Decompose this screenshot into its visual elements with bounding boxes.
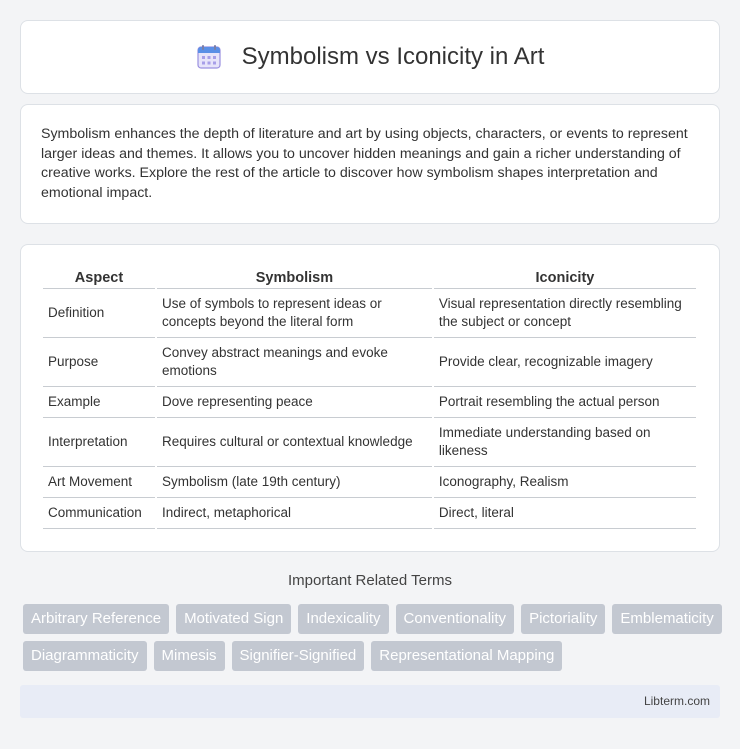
row-symbolism: Convey abstract meanings and evoke emotions — [157, 338, 432, 387]
footer — [20, 685, 720, 718]
row-iconicity: Direct, literal — [434, 498, 696, 529]
row-iconicity: Portrait resembling the actual person — [434, 387, 696, 418]
row-symbolism: Dove representing peace — [157, 387, 432, 418]
related-term-tag[interactable]: Diagrammaticity — [23, 641, 147, 671]
table-row — [43, 387, 696, 418]
related-term-tag[interactable]: Conventionality — [396, 604, 515, 634]
intro-card — [20, 104, 720, 224]
related-terms-title: Important Related Terms — [288, 572, 452, 589]
column-header-iconicity: Iconicity — [434, 267, 696, 289]
calendar-icon — [196, 44, 222, 70]
comparison-table-card — [20, 244, 720, 552]
related-term-tag[interactable]: Emblematicity — [612, 604, 721, 634]
row-symbolism: Symbolism (late 19th century) — [157, 467, 432, 498]
column-header-symbolism: Symbolism — [157, 267, 432, 289]
header-card — [20, 20, 720, 94]
related-terms-list — [23, 604, 723, 671]
related-term-tag[interactable]: Arbitrary Reference — [23, 604, 169, 634]
row-symbolism: Use of symbols to represent ideas or concepts beyond the literal form — [157, 289, 432, 338]
table-row — [43, 338, 696, 387]
row-aspect: Definition — [43, 289, 155, 338]
related-term-tag[interactable]: Representational Mapping — [371, 641, 562, 671]
row-symbolism: Requires cultural or contextual knowledge — [157, 418, 432, 467]
page-title: Symbolism vs Iconicity in Art — [241, 43, 545, 70]
row-iconicity: Immediate understanding based on likeness — [434, 418, 696, 467]
row-iconicity: Iconography, Realism — [434, 467, 696, 498]
table-row — [43, 289, 696, 338]
row-aspect: Example — [43, 387, 155, 418]
table-row — [43, 498, 696, 529]
row-symbolism: Indirect, metaphorical — [157, 498, 432, 529]
related-term-tag[interactable]: Pictoriality — [521, 604, 605, 634]
row-aspect: Communication — [43, 498, 155, 529]
footer-brand-link[interactable]: Libterm.com — [643, 694, 710, 708]
table-row — [43, 467, 696, 498]
row-aspect: Purpose — [43, 338, 155, 387]
related-term-tag[interactable]: Motivated Sign — [176, 604, 291, 634]
row-iconicity: Provide clear, recognizable imagery — [434, 338, 696, 387]
row-iconicity: Visual representation directly resembling the subject or concept — [434, 289, 696, 338]
table-header-row — [43, 267, 696, 289]
related-term-tag[interactable]: Signifier-Signified — [232, 641, 365, 671]
row-aspect: Interpretation — [43, 418, 155, 467]
related-term-tag[interactable]: Indexicality — [298, 604, 388, 634]
table-row — [43, 418, 696, 467]
related-term-tag[interactable]: Mimesis — [154, 641, 225, 671]
intro-paragraph: Symbolism enhances the depth of literature and art by using objects, characters, or events to represent larger ideas and themes. It allows you to uncover hidden meanings and gain a richer understanding of creative works. Explore the rest of the article to discover how symbolism shapes interpretation and emotional impact. — [41, 126, 688, 201]
row-aspect: Art Movement — [43, 467, 155, 498]
comparison-table — [41, 267, 698, 529]
column-header-aspect: Aspect — [43, 267, 155, 289]
